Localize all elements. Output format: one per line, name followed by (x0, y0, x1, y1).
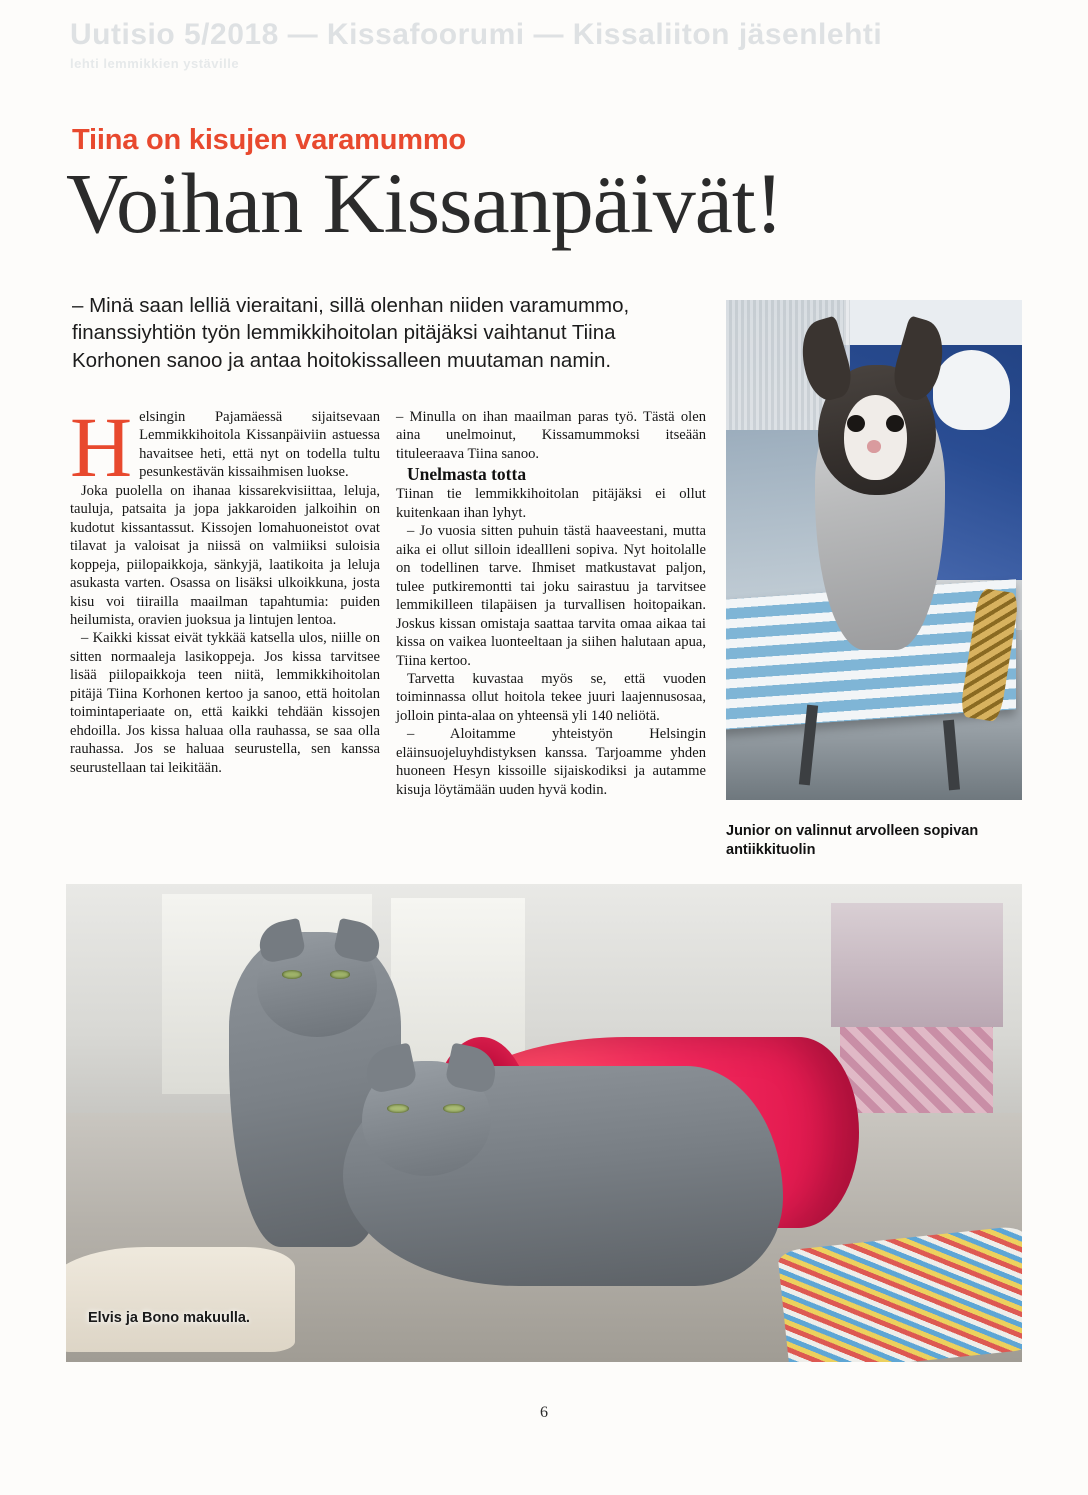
article-standfirst: – Minä saan lelliä vieraitani, sillä olenhan niiden varamummo, finanssiyhtiön työn lemmikkihoitolan pitäjäksi vaihtanut Tiina Korhonen sanoo ja antaa hoitokissalleen muutaman namin. (72, 294, 630, 372)
photo-sphynx-cat (726, 300, 1022, 800)
page-number: 6 (540, 1404, 548, 1421)
photo-white-mat (66, 1247, 295, 1352)
bleed-through-header (70, 18, 1028, 78)
photo-cat-eye (330, 970, 350, 979)
bleed-line-1: Uutisio 5/2018 — Kissafoorumi — Kissaliiton jäsenlehti (70, 18, 883, 51)
bleed-line-2: lehti lemmikkien ystäville (70, 56, 240, 71)
paragraph-text: Tiinan tie lemmikkihoitolan pitäjäksi ei ollut kuitenkaan ihan lyhyt. (396, 486, 706, 521)
drop-cap: H (70, 399, 133, 495)
photo-shelf (831, 903, 1003, 1027)
photo-cat-eye (886, 415, 904, 432)
paragraph-text: Tarvetta kuvastaa myös se, että vuoden toiminnassa ollut hoitola tekee juuri laajennusosaa, jolloin pinta-alaa on yhteensä yli 140 neliötä. (396, 671, 706, 724)
paragraph-text: Joka puolella on ihanaa kissarekvisiittaa, leluja, tauluja, patsaita ja jopa jakkaroiden jalkoihin on kudotut kissantassut. Kissojen lomahuoneistot ovat tilavat ja valoisat ja niissä on valmiiksi suloisia koppeja, piilopaikkoja, sänkyjä, laatikoita ja leluja asukasta varten. Osassa on lisäksi ulkoikkuna, josta kisu voi tiirailla maailman tapahtumia: puiden heilumista, oravien juoksua ja lintujen lentoa. (70, 482, 380, 628)
section-subhead: Unelmasta totta (407, 464, 527, 485)
paragraph-text: – Jo vuosia sitten puhuin tästä haaveestani, mutta aika ei ollut silloin ideallleni sopiva. Nyt hoitolalle on todellinen tarve. Ihmiset matkustavat paljon, tulee putkiremontti tai joku sairastuu ja tarvitsee lemmikilleen tilapäisen ja turvallisen hoitopaikan. Joskus kissan omistaja saattaa tarvita omaa aikaa tai kissa on vaikea luonteeltaan ja siihen halutaan apua, Tiina kertoo. (396, 523, 706, 669)
page-title: Voihan Kissanpäivät! (66, 155, 783, 251)
photo-caption-grey-cats: Elvis ja Bono makuulla. (88, 1310, 250, 1326)
body-column-right (396, 408, 706, 799)
article-kicker: Tiina on kisujen varamummo (72, 124, 466, 156)
photo-cat-face-mask (844, 395, 906, 480)
photo-caption-sphynx: Junior on valinnut arvolleen sopivan antiikkituolin (726, 823, 979, 858)
photo-patterned-blanket (840, 1027, 993, 1113)
paragraph-text: elsingin Pajamäessä sijaitsevaan Lemmikkihoitola Kissanpäiviin astuessa havaitsee heti, että nyt on todella tultu pesunkestävän kissaihmisen luokse. (139, 409, 380, 481)
paragraph-with-dropcap (70, 399, 380, 495)
paragraph-text: – Minulla on ihan maailman paras työ. Tästä olen aina unelmoinut, Kissamummoksi itseään tituleeraava Tiina sanoo. (396, 409, 706, 462)
body-column-left (70, 399, 380, 777)
paragraph-text: – Kaikki kissat eivät tykkää katsella ulos, niille on sitten normaaleja lasikoppeja. Jos kissa tarvitsee lisää piilopaikkoja teen niitä, lemmikkihoitolan pitäjä Tiina Korhonen kertoo ja sanoo, että hoitolan toimintaperiaate on, että kaikki tehdään kissojen ehdoilla. Jos kissa haluaa olla rauhassa, se saa olla rauhassa. Jos se haluaa seurustella, sen kanssa seurustellaan tai leikitään. (70, 630, 380, 776)
photo-cat-eye (847, 415, 865, 432)
photo-cat-eye (282, 970, 302, 979)
photo-white-object (933, 350, 1010, 430)
photo-two-grey-cats (66, 884, 1022, 1362)
paragraph-text: – Aloitamme yhteistyön Helsingin eläinsuojeluyhdistyksen kanssa. Tarjoamme yhden huoneen Hesyn kissoille sijaiskodiksi ja autamme kisuja löytämään uuden hyvä kodin. (396, 726, 706, 798)
